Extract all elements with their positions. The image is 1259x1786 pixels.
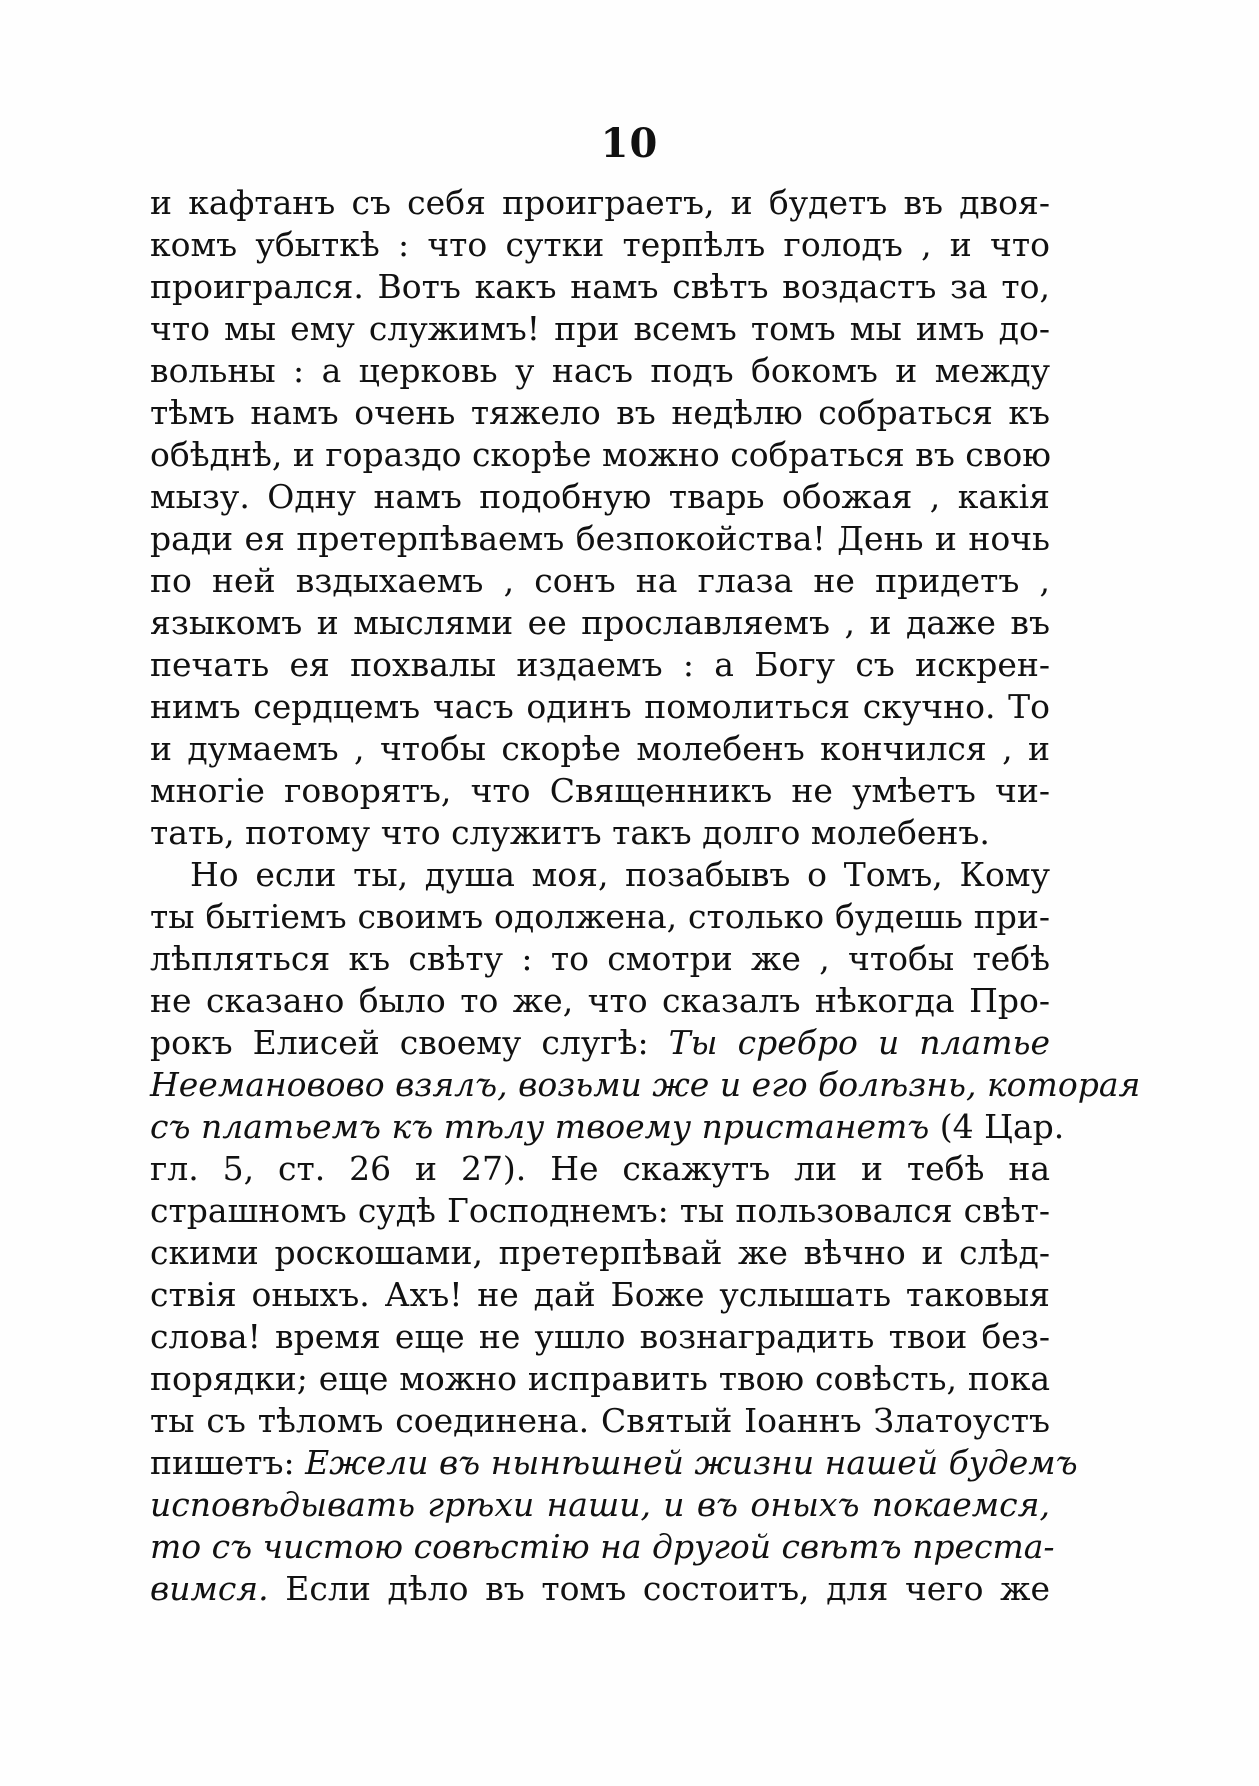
italic-quote-text: то съ чистою совѣстію на другой свѣтъ преста- [150, 1527, 1055, 1566]
line-text: порядки; еще можно исправить твою совѣсть, пока [150, 1359, 1050, 1398]
text-line [150, 1022, 1050, 1064]
text-line [150, 854, 1050, 896]
text-line [150, 518, 1050, 560]
text-line [150, 182, 1050, 224]
line-text: гл. 5, ст. 26 и 27). Не скажутъ ли и тебѣ на [150, 1149, 1050, 1188]
text-line [150, 1064, 1141, 1106]
text-line [150, 224, 1050, 266]
text-line [150, 308, 1050, 350]
text-line [150, 602, 1050, 644]
text-line [150, 350, 1050, 392]
line-text: слова! время еще не ушло вознаградить твои без- [150, 1317, 1050, 1356]
text-line [150, 938, 1050, 980]
italic-quote-text: исповѣдывать грѣхи наши, и въ оныхъ покаемся, [150, 1485, 1050, 1524]
line-text: и думаемъ , чтобы скорѣе молебенъ кончился , и [150, 729, 1050, 768]
line-text: пишетъ: [150, 1443, 306, 1482]
text-line [150, 1358, 1050, 1400]
text-line [150, 686, 1050, 728]
line-text: Если дѣло въ томъ состоитъ, для чего же [268, 1569, 1050, 1608]
line-text: страшномъ судѣ Господнемъ: ты пользовался свѣт- [150, 1191, 1050, 1230]
line-text: проигрался. Вотъ какъ намъ свѣтъ воздастъ за то, [150, 267, 1050, 306]
text-line [150, 644, 1050, 686]
text-line [150, 1316, 1050, 1358]
italic-quote-text: вимся. [150, 1569, 269, 1608]
text-line [150, 1148, 1050, 1190]
page-number: 10 [600, 120, 659, 167]
line-text: обѣднѣ, и гораздо скорѣе можно собраться въ свою [150, 435, 1051, 474]
line-text: многіе говорятъ, что Священникъ не умѣетъ чи- [150, 771, 1050, 810]
text-line [150, 560, 1050, 602]
text-line [150, 1400, 1050, 1442]
text-line [150, 1106, 1065, 1148]
line-text: Но если ты, душа моя, позабывъ о Томъ, Кому [190, 855, 1050, 894]
line-text: не сказано было то же, что сказалъ нѣкогда Про- [150, 981, 1050, 1020]
italic-quote-text: Ты сребро и платье [668, 1023, 1050, 1062]
line-text: комъ убыткѣ : что сутки терпѣлъ голодъ , и что [150, 225, 1050, 264]
text-line [150, 812, 1050, 854]
text-line [150, 266, 1050, 308]
text-line [150, 392, 1050, 434]
text-line [150, 770, 1050, 812]
line-text: что мы ему служимъ! при всемъ томъ мы имъ до- [150, 309, 1050, 348]
line-text: ты бытіемъ своимъ одолжена, столько будешь при- [150, 897, 1050, 936]
line-text: ради ея претерпѣваемъ безпокойства! День и ночь [150, 519, 1050, 558]
text-line [150, 1568, 1050, 1610]
text-line [150, 1442, 1078, 1484]
text-line [150, 1526, 1055, 1568]
line-text: языкомъ и мыслями ее прославляемъ , и даже въ [150, 603, 1050, 642]
line-text: мызу. Одну намъ подобную тварь обожая , какія [150, 477, 1050, 516]
text-line [150, 1232, 1050, 1274]
text-line [150, 434, 1050, 476]
body-text [150, 182, 1141, 1610]
line-text: тѣмъ намъ очень тяжело въ недѣлю собраться къ [150, 393, 1050, 432]
italic-quote-text: Неемановово взялъ, возьми же и его болѣзнь, которая [150, 1065, 1141, 1104]
line-text: нимъ сердцемъ часъ одинъ помолиться скучно. То [150, 687, 1050, 726]
line-text: вольны : а церковь у насъ подъ бокомъ и между [150, 351, 1050, 390]
text-line [150, 1190, 1050, 1232]
line-text: (4 Цар. [929, 1107, 1065, 1146]
line-text: печать ея похвалы издаемъ : а Богу съ искрен- [150, 645, 1050, 684]
text-line [150, 728, 1050, 770]
line-text: и кафтанъ съ себя проиграетъ, и будетъ въ двоя- [150, 183, 1050, 222]
italic-quote-text: съ платьемъ къ тѣлу твоему пристанетъ [150, 1107, 930, 1146]
line-text: скими роскошами, претерпѣвай же вѣчно и слѣд- [150, 1233, 1050, 1272]
text-line [150, 1274, 1050, 1316]
text-line [150, 896, 1050, 938]
line-text: ствія оныхъ. Ахъ! не дай Боже услышать таковыя [150, 1275, 1050, 1314]
italic-quote-text: Ежели въ нынѣшней жизни нашей будемъ [305, 1443, 1078, 1482]
line-text: рокъ Елисей своему слугѣ: [150, 1023, 669, 1062]
line-text: тать, потому что служитъ такъ долго молебенъ. [150, 813, 990, 852]
line-text: лѣпляться къ свѣту : то смотри же , чтобы тебѣ [150, 939, 1050, 978]
text-line [150, 980, 1050, 1022]
line-text: по ней вздыхаемъ , сонъ на глаза не придетъ , [150, 561, 1050, 600]
line-text: ты съ тѣломъ соединена. Святый Іоаннъ Златоустъ [150, 1401, 1050, 1440]
text-line [150, 1484, 1050, 1526]
text-line [150, 476, 1050, 518]
